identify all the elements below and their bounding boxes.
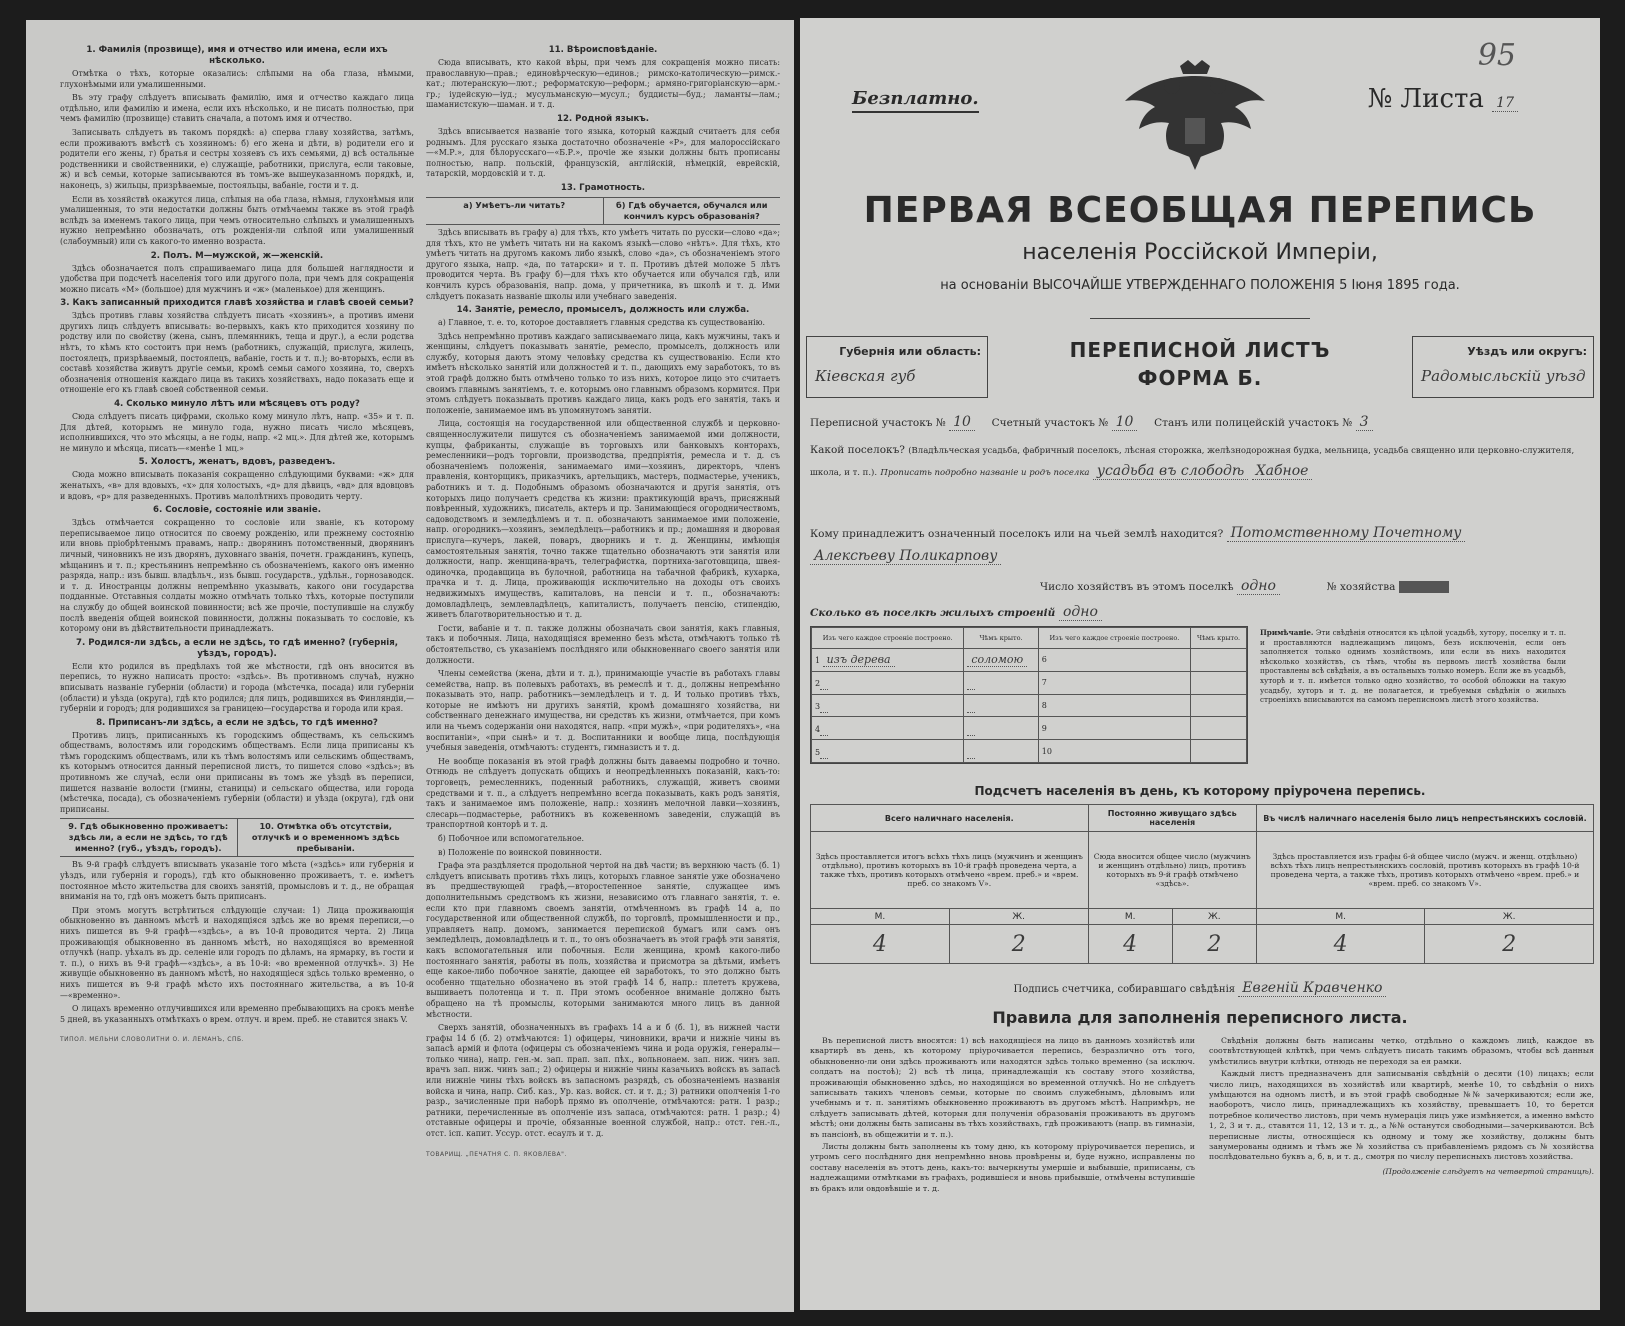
settlement-hint: (Владѣльческая усадьба, фабричный поселокъ, лѣсная сторожка, желѣзнодорожная будка, мельница, усадьба священно или церковно-служителя, школа, и т. п.). — [810, 446, 1575, 478]
count-male-label: М. — [1256, 909, 1425, 925]
instruction-paragraph: Лица, состоящія на государственной или общественной службѣ и церковно-священнослужители пишутся съ обозначеніемъ занимаемой ими должности, купцы, фабриканты, служащіе въ торговыхъ или банковыхъ конторахъ, ремесленники—родъ торговли, производства, предпріятія, ремесла и т. д. съ обозначеніемъ положенія, занимаемаго ими—хозяинъ, директоръ, членъ правленія, конторщикъ, приказчикъ, артельщикъ, мастеръ, подмастерье, ученикъ, работникъ и т. д. Подобнымъ образомъ обозначаются и другія занятія, отъ которыхъ лицо получаетъ средства къ жизни: практикующій врачъ, присяжный повѣренный, художникъ, писатель, актеръ и пр. Занимающіеся огородничествомъ, садоводствомъ и земледѣліемъ и т. п. обозначаютъ занимаемое ими положеніе, напр. огородникъ—хозяинъ, земледѣлецъ—работникъ и пр.; домашняя и дворовая прислуга—кучеръ, лакей, поваръ, дворникъ и т. д. Женщины, имѣющія самостоятельныя занятія, точно также тщательно обозначаютъ эти занятія или должности, напр. женщина-врачъ, телеграфистка, портниха-заготовщица, швея-одиночка, продавщица въ булочной, работница на табачной фабрикѣ, кухарка, прачка и т. д. Лица, проживающія исключительно на доходы отъ своихъ недвижимыхъ имуществъ, капиталовъ, на пенсіи и т. п., обозначаютъ: домовладѣлецъ, землевладѣлецъ, капиталистъ, получаетъ пенсію, стипендію, живетъ благотворительностью и т. д. — [426, 419, 780, 620]
instruction-heading: 4. Сколько минуло лѣтъ или мѣсяцевъ отъ роду? — [114, 399, 360, 410]
table-row — [812, 649, 1247, 672]
households-label: Число хозяйствъ въ этомъ поселкѣ — [1040, 581, 1234, 593]
buildings-table — [810, 626, 1248, 764]
building-material-cell — [812, 649, 964, 672]
sheet-number-value: 17 — [1492, 95, 1518, 112]
instruction-heading: а) Умѣетъ-ли читать? — [463, 199, 566, 210]
instruction-paragraph: Члены семейства (жена, дѣти и т. д.), принимающіе участіе въ работахъ главы семейства, напр. въ полевыхъ работахъ, въ ремеслѣ и т. д., должны непремѣнно показывать это, напр. работникъ—земледѣлецъ и т. д. И только противъ тѣхъ, которые не имѣютъ ни другихъ занятій, кромѣ домашняго хозяйства, ни собственнаго денежнаго имущества, ни средствъ къ жизни, отмѣчается, при комъ или на чьемъ содержаніи они находятся, напр. «при мужѣ», «при родителяхъ», «на воспитаніи», «при сынѣ» и т. д. Воспитанники и вообще лица, послѣдующія учебныя заведенія, отмѣчаютъ: студентъ, гимназистъ и т. д. — [426, 669, 780, 753]
instruction-paragraph: Здѣсь противъ главы хозяйства слѣдуетъ писать «хозяинъ», а противъ имени другихъ лицъ слѣдуетъ вписывать: во-первыхъ, какъ кто приходится хозяину по родству или по свойству (жена, сынъ, племянникъ, теща и друг.), а если родства нѣтъ, то кѣмъ кто состоитъ при немъ (работникъ, служащій, прислуга, жилецъ, постоялецъ, призрѣваемый, постоялецъ, вабаніе, гость и т. п.); во-вторыхъ, если въ составѣ хозяйства живутъ другіе семьи, кромѣ семьи самого хозяина, то, сверхъ обозначенія отношенія каждаго лица въ такихъ хозяйствахъ, надо показать еще и отношеніе его къ главѣ своей собственной семьи. — [60, 311, 414, 395]
owner-value-2: Алексѣеву Поликарпову — [810, 548, 1001, 565]
census-title: ПЕРВАЯ ВСЕОБЩАЯ ПЕРЕПИСЬ — [863, 190, 1537, 231]
table-row — [812, 671, 1247, 694]
buildings-head-roof-2: Чѣмъ крыто. — [1191, 628, 1247, 649]
dwellings-value: одно — [1059, 604, 1102, 621]
instruction-heading: 6. Сословіе, состояніе или званіе. — [153, 505, 321, 516]
rules-paragraph: Въ переписной листъ вносятся: 1) всѣ находящіеся на лицо въ данномъ хозяйствѣ или квартирѣ въ день, къ которому пріурочивается перепись, безразлично отъ того, обыкновенно-ли они здѣсь проживаютъ или находятся здѣсь только временно (за исключ. солдатъ на постоѣ); 2) всѣ тѣ лица, принадлежащія къ составу этого хозяйства, проживающія обыкновенно здѣсь, но находящіяся во временной отлучкѣ. Но не слѣдуетъ записывать такихъ членовъ семьи, которые по своимъ служебнымъ, дѣловымъ или учебнымъ и т. п. занятіямъ обыкновенно проживаютъ въ другомъ мѣстѣ. Напримѣръ, не слѣдуетъ записывать дѣтей, которыя для полученія образованія проживаютъ въ другомъ мѣстѣ; они должны быть записаны въ тѣхъ хозяйствахъ, гдѣ проживаютъ (напр. въ гимназіи, въ пансіонѣ, въ общежитіи и т. п.). — [810, 1036, 1195, 1139]
gubernia-label: Губернія или область: — [839, 345, 981, 358]
building-number: 4 — [815, 724, 821, 734]
instruction-paragraph: Отмѣтка о тѣхъ, которые оказались: слѣпыми на оба глаза, нѣмыми, глухонѣмыми или умалишенными. — [60, 69, 414, 89]
instruction-heading: 8. Приписанъ-ли здѣсь, а если не здѣсь, то гдѣ именно? — [96, 717, 378, 728]
table-row — [812, 740, 1247, 763]
instruction-paragraph: Не вообще показанія въ этой графѣ должны быть даваемы подробно и точно. Отнюдь не слѣдуетъ допускать общихъ и неопредѣленныхъ показаній, какъ-то: торговецъ, ремесленникъ, поденный работникъ, служащій, живетъ своими средствами и т. п., а слѣдуетъ непремѣнно всегда показывать, какъ родъ занятія, такъ и занимаемое имъ положеніе, напр.: хозяинъ мелочной лавки—хозяинъ, слесарь—подмастерье, работникъ въ кожевенномъ заведеніи, служащій въ транспортной конторѣ и т. д. — [426, 756, 780, 830]
building-roof-cell — [964, 717, 1038, 740]
building-material-value — [820, 699, 828, 713]
instruction-paragraph: При этомъ могутъ встрѣтиться слѣдующіе случаи: 1) Лица проживающія обыкновенно въ данномъ мѣстѣ и находящіяся здѣсь же во время переписи,—о нихъ пишется въ 9-й графѣ—«здѣсь», а въ 10-й проводится черта. 2) Лица проживающія обыкновенно въ данномъ мѣстѣ, но находящіяся во временной отлучкѣ (напр. уѣхалъ въ др. селеніе или городъ по дѣламъ, на ярмарку, въ гости и т. п.), о нихъ въ 9-й графѣ—«здѣсь», а въ 10-й: «во временной отлучкѣ». 3) Не живущіе обыкновенно въ данномъ мѣстѣ, но находящіеся здѣсь только временно, о нихъ пишется въ 9-й графѣ мѣсто ихъ постояннаго жительства, а въ 10-й—«временно». — [60, 905, 414, 1000]
uezd-label: Уѣздъ или округъ: — [1467, 345, 1587, 358]
instruction-paragraph: Здѣсь вписывать въ графу а) для тѣхъ, кто умѣетъ читать по русски—слово «да»; для тѣхъ, кто не умѣетъ читать ни на какомъ языкѣ—слово «нѣтъ». Для тѣхъ, кто умѣетъ читать на другомъ какомъ либо языкѣ, слово «да», съ обозначеніемъ этого другого языка, напр. «да, по татарски» и т. п. Противъ дѣтей моложе 5 лѣтъ проводится черта. Въ графу б)—для тѣхъ кто обучается или обучался гдѣ, или кончилъ курсъ образованія, напр. дома, у причетника, въ школѣ и т. д. Ими слѣдуетъ показать названіе школы или учебнаго заведенія. — [426, 227, 780, 301]
building-material-cell — [812, 717, 964, 740]
instruction-paragraph: Сюда вписывать, кто какой вѣры, при чемъ для сокращенія можно писать: православную—прав.; единовѣрческую—единов.; римско-католическую—римск.-кат.; лютеранскую—лют.; реформатскую—реформ.; армяно-григоріанскую—арм.-гр.; іудейскую—іуд.; мусульманскую—мусул.; буддисты—буд.; ламанты—лам.; шаманистскую—шаман. и т. д. — [426, 58, 780, 110]
instruction-paragraph: Графа эта раздѣляется продольной чертой на двѣ части; въ верхнюю часть (б. 1) слѣдуетъ вписывать противъ тѣхъ лицъ, которыхъ главное занятіе уже обозначено въ предшествующей графѣ,—второстепенное занятіе, служащее имъ дополнительнымъ средствомъ къ жизни, независимо отъ главнаго занятія, т. е. если кто при главномъ своемъ занятіи, отмѣченномъ въ графѣ 14 а, по государственной или общественной службѣ, по торговлѣ, промышленности и пр., управляетъ напр. домомъ, занимается перепиской бумагъ или самъ онъ земледѣлецъ, домовладѣлецъ и т. п., то онъ обозначаетъ въ этой графѣ эти занятія, какъ вспомогательныя или побочныя. Если женщина, кромѣ какого-либо постояннаго занятія, работы въ поль, хозяйства и присмотра за дѣтьми, имѣетъ еще какое-либо побочное занятіе, дающее ей заработокъ, то это должно быть особенно тщательно обозначено въ этой графѣ 14 б, напр.: плететъ кружева, вышиваетъ полотенца и т. п. При этомъ особенное вниманіе должно быть обращено на тѣ промыслы, которыми занимаются много лицъ въ данной мѣстности. — [426, 861, 780, 1019]
households-value: одно — [1237, 578, 1280, 595]
count-male-label: М. — [1088, 909, 1172, 925]
building-roof-cell — [964, 694, 1038, 717]
instruction-heading: 12. Родной языкъ. — [556, 113, 650, 124]
instruction-paragraph: Противъ лицъ, приписанныхъ къ городскимъ обществамъ, къ сельскимъ обществамъ, волостямъ или городскимъ обществамъ. Если лица приписаны къ тѣмъ городскимъ обществамъ, или къ тѣмъ волостямъ или сельскимъ обществамъ, къ которымъ относится данный переписной листъ, то пишется слово «здѣсь»; въ противномъ же случаѣ, если они приписаны въ томъ же уѣздѣ въ переписи, пишется названіе волости (гмины, станицы) и сельскаго общества, или города (мѣстечка, посада), съ обозначеніемъ губерніи (области) и уѣзда (округа), гдѣ они приписаны. — [60, 730, 414, 814]
census-form-page — [800, 18, 1600, 1310]
buildings-head-material: Изъ чего каждое строеніе построено. — [812, 628, 964, 649]
building-roof-cell — [1191, 671, 1247, 694]
building-roof-cell — [1191, 694, 1247, 717]
table-row — [812, 694, 1247, 717]
instruction-heading: 13. Грамотность. — [560, 182, 646, 193]
counting-district-value: 10 — [1112, 414, 1138, 431]
instruction-heading: 11. Вѣроисповѣданіе. — [548, 45, 658, 55]
instruction-paragraph: а) Главное, т. е. то, которое доставляетъ главныя средства къ существованію. — [438, 318, 766, 328]
sheet-number — [1368, 84, 1518, 114]
signature-value: Евгеній Кравченко — [1238, 980, 1386, 997]
building-number-cell: 10 — [1038, 740, 1190, 763]
instructions-column-2 — [426, 42, 780, 1302]
stan-value: 3 — [1356, 414, 1373, 431]
title-divider — [1090, 318, 1310, 319]
count-female-label: Ж. — [949, 909, 1088, 925]
settlement-line — [810, 440, 1580, 483]
buildings-note — [1260, 628, 1566, 705]
instruction-heading: 5. Холостъ, женатъ, вдовъ, разведенъ. — [138, 457, 336, 468]
household-no-label: № хозяйства — [1326, 581, 1396, 593]
instruction-paragraph: Если въ хозяйствѣ окажутся лица, слѣпыя на оба глаза, нѣмыя, глухонѣмыя или умалишенныя, то эти недостатки должны быть отмѣчаемы также въ этой графѣ вслѣдъ за именемъ такого лица, при чемъ относительно слѣпыхъ и умалишенныхъ нужно непремѣнно обозначать, отъ рожденія-ли слѣпой или умалишенный (слабоумный) или съ какого-то именно возраста. — [60, 194, 414, 246]
settlement-label: Какой поселокъ? — [810, 444, 905, 456]
rules-sequel-note: (Продолженіе слѣдуетъ на четвертой страницѣ). — [1382, 1166, 1594, 1176]
count-non-peasant-male: 4 — [1256, 925, 1425, 964]
count-header-non-peasant: Въ числѣ наличнаго населенія было лицъ непрестьянскихъ сословій. — [1256, 805, 1593, 832]
building-roof-cell — [964, 649, 1038, 672]
district-line — [810, 414, 1594, 430]
counting-district-label: Счетный участокъ № — [991, 417, 1109, 429]
settlement-value-1: усадьба въ слободѣ — [1093, 463, 1248, 480]
uezd-value: Радомысльскій уѣзд — [1421, 367, 1586, 385]
count-permanent-male: 4 — [1088, 925, 1172, 964]
building-material-value: изъ дерева — [823, 653, 895, 667]
sheet-number-label: № Листа — [1367, 84, 1484, 114]
enumerator-signature — [800, 980, 1600, 996]
households-line — [1040, 578, 1594, 594]
building-material-value — [820, 722, 828, 736]
building-number: 5 — [815, 747, 821, 757]
free-label: Безплатно. — [852, 88, 979, 113]
population-count-title: Подсчетъ населенія въ день, къ которому пріурочена перепись. — [974, 784, 1426, 798]
instruction-heading: б) Гдѣ обучается, обучался или кончилъ курсъ образованія? — [603, 198, 781, 224]
building-material-cell — [812, 740, 964, 763]
building-roof-cell — [1191, 649, 1247, 672]
dwellings-line — [810, 604, 1594, 620]
building-roof-value — [967, 676, 975, 690]
building-material-value — [820, 676, 828, 690]
population-count-table — [810, 804, 1594, 964]
building-roof-cell — [1191, 740, 1247, 763]
rules-text — [810, 1036, 1594, 1196]
building-number-cell: 7 — [1038, 671, 1190, 694]
instruction-paragraph: Здѣсь непремѣнно противъ каждаго записываемаго лица, какъ мужчины, такъ и женщины, слѣдуетъ показывать занятіе, ремесло, промыселъ, должность или службу, которыя даютъ этому человѣку средства къ существованію. Если кто имѣетъ нѣсколько занятій или должностей и т. п., дающихъ ему заработокъ, то въ этой графѣ должно быть отмѣчено только то изъ нихъ, которое лицо это считаетъ своимъ главнымъ занятіемъ, т. е. которымъ оно главнымъ образомъ кормится. При этомъ слѣдуетъ показывать противъ каждаго лица, какъ родъ его занятія, такъ и положеніе, занимаемое имъ въ упомянутомъ занятіи. — [426, 331, 780, 415]
count-permanent-female: 2 — [1172, 925, 1256, 964]
building-number-cell: 8 — [1038, 694, 1190, 717]
rules-paragraph: Каждый листъ предназначенъ для записыванія свѣдѣній о десяти (10) лицахъ; если число лицъ, находящихся въ хозяйствѣ или квартирѣ, менѣе 10, то свѣдѣнія о нихъ умѣщаются на одномъ листѣ, и въ этой графѣ свободные №№ зачеркиваются; если же, наоборотъ, число лицъ, принадлежащихъ къ хозяйству, превышаетъ 10, то берется потребное количество листовъ, при чемъ нумерація лицъ уже измѣняется, а именно вмѣсто 1, 2, 3 и т. д., ставятся 11, 12, 13 и т. д., а №№ останутся свободными—зачеркиваются. Всѣ переписные листы, относящіеся къ одному и тому же хозяйству, должны быть занумерованы однимъ и тѣмъ же № хозяйства съ прибавленіемъ рядомъ съ № хозяйства послѣдовательно буквъ а, б, в, и т. д., смотря по числу переписныхъ листовъ хозяйства. — [1209, 1069, 1594, 1162]
note-text: Эти свѣдѣнія относятся къ цѣлой усадьбѣ, хутору, поселку и т. п. и проставляются надлежащимъ лицомъ, безъ исключенія, если онъ заполняется только однимъ хозяйствомъ, или если въ нихъ находится нѣсколько хозяйствъ, съ тѣмъ, чтобы въ первомъ листѣ хозяйства были проставлены всѣ свѣдѣнія, а въ остальныхъ только номеръ. Если же въ усадьбѣ, хуторѣ и т. п. имѣется только одно хозяйство, то особой обложки на такую усадьбу, хуторъ и т. д. не полагается, и требуемыя свѣдѣнія о жилыхъ строеніяхъ вписываются на самомъ переписномъ листѣ этого хозяйства. — [1260, 628, 1566, 705]
rules-column-left — [810, 1036, 1195, 1196]
building-roof-value — [967, 745, 975, 759]
instruction-paragraph: в) Положеніе по воинской повинности. — [438, 847, 602, 857]
table-row — [812, 717, 1247, 740]
stan-label: Станъ или полицейскій участокъ № — [1154, 417, 1353, 429]
building-number: 2 — [815, 679, 821, 689]
pencil-page-number: 95 — [1477, 38, 1516, 73]
count-present-female: 2 — [949, 925, 1088, 964]
instructions-column-1 — [60, 42, 414, 1302]
count-header-permanent: Постоянно живущаго здѣсь населенія — [1088, 805, 1256, 832]
instruction-split-heading — [426, 197, 780, 225]
count-header-present: Всего наличнаго населенія. — [811, 805, 1089, 832]
census-basis: на основаніи ВЫСОЧАЙШЕ УТВЕРЖДЕННАГО ПОЛОЖЕНІЯ 5 Іюня 1895 года. — [940, 278, 1460, 293]
instruction-paragraph: Сверхъ занятій, обозначенныхъ въ графахъ 14 а и б (б. 1), въ нижней части графы 14 б (б. 2) отмѣчаются: 1) офицеры, чиновники, врачи и нижніе чины въ запасѣ армій и флота (офицеры съ обозначеніемъ чина и рода оружія, генералы—только чина), напр. ген.-м. зап. прап. зап. пѣх., вольнонаем. зап. ниж. чинъ зап. врачъ зап. ниж. чинъ зап.; 2) офицеры и нижніе чины казачьихъ войскъ въ запасѣ или нижніе чины тѣхъ войскъ въ запасномъ разрядѣ, съ обозначеніемъ названія войска и чина, напр. Сиб. каз., Ур. каз. войск. ст. и т. д.; 3) ратники ополченія 1-го разр., зачисленные при наборѣ прямо въ ополченіе, отмѣчаются: ратн. 1 разр.; ратники, перечисленные въ ополченіе изъ запаса, отмѣчаются: ратн. 1 разр.; 4) отставные офицеры и прочіе, обязанные военной службой, напр.: отст. ген.-л., отст. ісп. капит. Уссур. отст. есаулъ и т. д. — [426, 1023, 780, 1139]
rules-paragraph: Свѣдѣнія должны быть написаны четко, отдѣльно о каждомъ лицѣ, каждое въ соотвѣтствующей клѣткѣ, при чемъ слѣдуетъ писать такимъ образомъ, чтобы всѣ данныя умѣстились внутри клѣтки, отнюдь не переходя за ея рамки. — [1209, 1036, 1594, 1066]
count-non-peasant-female: 2 — [1425, 925, 1594, 964]
building-roof-cell — [1191, 717, 1247, 740]
instruction-paragraph: Записывать слѣдуетъ въ такомъ порядкѣ: а) сперва главу хозяйства, затѣмъ, если проживаютъ вмѣстѣ съ хозяиномъ: б) его жена и дѣти, в) родители его и родители его жены, г) братья и сестры хозяевъ съ ихъ семьями, д) всѣ остальные родственники и свойственники, е) служащіе, работники, прислуга, если таковые, ж) и всѣ семьи, которые записываются въ томъ-же вышеуказанномъ порядкѣ, и, наконецъ, з) жильцы, призрѣваемые, постояльцы, вабаніе, гости и т. д. — [60, 127, 414, 190]
form-name-line-1: ПЕРЕПИСНОЙ ЛИСТЪ — [1069, 338, 1331, 362]
instructions-page — [26, 20, 794, 1312]
count-female-label: Ж. — [1425, 909, 1594, 925]
building-roof-cell — [964, 740, 1038, 763]
buildings-head-roof: Чѣмъ крыто. — [964, 628, 1038, 649]
building-roof-cell — [964, 671, 1038, 694]
instruction-heading: 10. Отмѣтка объ отсутствіи, отлучкѣ и о временномъ здѣсь пребываніи. — [237, 819, 415, 856]
household-no-redacted — [1399, 581, 1449, 593]
count-desc-permanent: Сюда вносится общее число (мужчинъ и женщинъ отдѣльно) лицъ, противъ которыхъ въ 9-й графѣ отмѣчено «здѣсь». — [1088, 832, 1256, 909]
instruction-heading: 1. Фамилія (прозвище), имя и отчество или имена, если ихъ нѣсколько. — [86, 45, 388, 66]
double-headed-eagle-emblem-icon — [1120, 56, 1270, 176]
census-district-value: 10 — [949, 414, 975, 431]
building-number: 1 — [815, 656, 821, 666]
building-number: 3 — [815, 701, 821, 711]
census-subtitle: населенія Россійской Имперіи, — [1022, 240, 1378, 265]
count-desc-non-peasant: Здѣсь проставляется изъ графы 6-й общее число (мужч. и женщ. отдѣльно) всѣхъ тѣхъ лицъ непрестьянскихъ сословій, противъ которыхъ въ графѣ 10-й проведена черта, а также тѣхъ, противъ которыхъ отмѣчено «врем. преб.» и «врем. преб. со знакомъ V». — [1256, 832, 1593, 909]
buildings-head-material-2: Изъ чего каждое строеніе построено. — [1038, 628, 1190, 649]
building-roof-value — [967, 722, 975, 736]
instruction-heading: 7. Родился-ли здѣсь, а если не здѣсь, то гдѣ именно? (губернія, уѣздъ, городъ). — [76, 637, 398, 659]
instruction-split-heading — [60, 818, 414, 857]
instruction-paragraph: Сюда слѣдуетъ писать цифрами, сколько кому минуло лѣтъ, напр. «35» и т. п. Для дѣтей, которымъ не минуло года, нужно писать число мѣсяцевъ, исполнившихся, что это мѣсяцы, а не годы, напр. «2 мц.». Для дѣтей же, которымъ не минуло и мѣсяца, писать—«менѣе 1 мц.» — [60, 412, 414, 453]
rules-title: Правила для заполненія переписного листа. — [992, 1008, 1408, 1027]
count-desc-present: Здѣсь проставляется итогъ всѣхъ тѣхъ лицъ (мужчинъ и женщинъ отдѣльно), противъ которыхъ въ 10-й графѣ проведена черта, а также тѣхъ, противъ которыхъ отмѣчено «врем. преб.» и «врем. преб. со знакомъ V». — [811, 832, 1089, 909]
instruction-paragraph: Сюда можно вписывать показанія сокращенно слѣдующими буквами: «ж» для женатыхъ, «в» для вдовыхъ, «х» для холостыхъ, «д» для дѣвицъ, «вд» для вдовцовъ и вдовъ, «р» для разведенныхъ. Противъ малолѣтнихъ проводить черту. — [60, 470, 414, 501]
instruction-heading: 2. Полъ. М—мужской, ж—женскій. — [150, 250, 324, 261]
instruction-paragraph: Здѣсь обозначается полъ спрашиваемаго лица для большей наглядности и удобства при подсчетѣ населенія того или другого пола, при чемъ для сокращенія можно писать «М» (большое) для мужчинъ и «ж» (маленькое) для женщинъ. — [60, 263, 414, 294]
form-header-band — [800, 336, 1600, 398]
building-material-value — [820, 745, 828, 759]
census-district-label: Переписной участокъ № — [810, 417, 946, 429]
instruction-paragraph: Гости, вабаніе и т. п. также должны обозначать свои занятія, какъ главныя, такъ и побочныя. Лица, находящіяся временно безъ мѣста, отмѣчаютъ только тѣ обстоятельство, съ указаніемъ послѣдняго или обыкновеннаго своего занятія или должности. — [426, 623, 780, 665]
building-roof-value — [967, 699, 975, 713]
instruction-paragraph: Если кто родился въ предѣлахъ той же мѣстности, гдѣ онъ вносится въ перепись, то нужно написать просто: «здѣсь». Въ противномъ случаѣ, нужно вписывать названіе губерніи (области) и города (мѣстечка, посада) или губерніи (области) и уѣзда (округа), гдѣ кто родился; для лицъ, родившихся въ Финляндіи,—губерніи и городъ; для родившихся за границею—государства и города или края. — [60, 661, 414, 714]
owner-line — [810, 522, 1580, 568]
building-roof-value: соломою — [967, 653, 1027, 667]
owner-value-1: Потомственному Почетному — [1227, 525, 1466, 542]
instruction-paragraph: Въ эту графу слѣдуетъ вписывать фамилію, имя и отчество каждаго лица отдѣльно, или фамилію и имена, если ихъ нѣсколько, и не писать полностью, при чемъ фамилію (прозвище) ставить сначала, а потомъ имя и отчество. — [60, 93, 414, 124]
uezd-box — [1412, 336, 1594, 398]
instruction-paragraph: Здѣсь вписывается названіе того языка, который каждый считаетъ для себя роднымъ. Для русскаго языка достаточно обозначеніе «Р», для малороссійскаго—«М.Р.», для бѣлорусскаго—«Б.Р.», прочіе же языки должны быть прописаны полностью, напр. польскій, французскій, англійскій, нѣмецкій, еврейскій, татарскій, мордовскій и т. д. — [426, 126, 780, 179]
count-female-label: Ж. — [1172, 909, 1256, 925]
settlement-instruction: Прописать подробно названіе и родъ поселка — [880, 468, 1090, 478]
instruction-paragraph: б) Побочное или вспомогательное. — [438, 834, 585, 843]
building-material-cell — [812, 694, 964, 717]
count-present-male: 4 — [811, 925, 950, 964]
form-name-line-2: ФОРМА Б. — [1137, 366, 1263, 390]
form-name — [990, 336, 1410, 392]
gubernia-value: Кіевская губ — [815, 367, 916, 385]
note-title: Примѣчаніе. — [1260, 628, 1314, 637]
owner-label: Кому принадлежитъ означенный поселокъ или на чьей землѣ находится? — [810, 528, 1224, 540]
building-number-cell: 6 — [1038, 649, 1190, 672]
printer-imprint: ТИПОЛ. МЕЛЬНИ СЛОВОЛИТНИ О. И. ЛЕМАНЪ, СПБ. — [60, 1036, 245, 1044]
instruction-paragraph: Здѣсь отмѣчается сокращенно то сословіе или званіе, къ которому переписываемое лицо относится по своему рожденію, или прежнему состоянію или вновь пріобрѣтенымъ правамъ, напр.: дворянинъ потомственный, дворянинъ личный, чиновникъ не изъ дворянъ, духовнаго званія, почетн. гражданинъ, купецъ, мѣщанинъ и т. п.; крестьянинъ непремѣнно съ обозначеніемъ, какого онъ именно разряда, напр.: изъ бывш. владѣльч., изъ бывш. государств., удѣльн., горнозаводск. и т. д. Иностранцы должны непремѣнно указывать, какого они государства подданные. Отставныя солдаты можно отмѣчать только тѣхъ, которые поступили на службу до общей воинской повинности; всѣ же прочіе, поступившіе на службу послѣ введенія общей воинской повинности, должны показывать то сословіе, къ которому они въ дѣйствительности принадлежатъ. — [60, 518, 414, 634]
instruction-paragraph: Въ 9-й графѣ слѣдуетъ вписывать указаніе того мѣста («здѣсь» или губернія и уѣздъ, или губернія и городъ), гдѣ кто обыкновенно проживаетъ, т. е. имѣетъ постоянное мѣсто жительства для своихъ занятій, промысловъ и т. д., не обращая вниманія на то, гдѣ онъ можетъ быть приписанъ. — [60, 860, 414, 902]
building-number-cell: 9 — [1038, 717, 1190, 740]
rules-column-right — [1209, 1036, 1594, 1196]
gubernia-box — [806, 336, 988, 398]
instruction-heading: 3. Какъ записанный приходится главѣ хозяйства и главѣ своей семьи? — [60, 298, 414, 309]
instruction-heading: 9. Гдѣ обыкновенно проживаетъ: здѣсь ли, а если не здѣсь, то гдѣ именно? (губ., уѣздъ, городъ). — [68, 821, 229, 854]
building-material-cell — [812, 671, 964, 694]
settlement-value-2: Хабное — [1252, 463, 1313, 480]
instruction-heading: 14. Занятіе, ремесло, промыселъ, должность или служба. — [456, 305, 750, 316]
count-male-label: М. — [811, 909, 950, 925]
rules-paragraph: Листы должны быть заполнены къ тому дню, къ которому пріурочивается перепись, и утромъ сего послѣдняго дня непремѣнно вновь провѣрены и, буде нужно, исправлены по составу населенія въ этотъ день, какъ-то: вычеркнуты умершіе и выбывшіе, приписаны, съ надлежащими отмѣтками въ графахъ, родившіеся и вновь прибывшіе, отмѣчены вступившіе въ бракъ или овдовѣвшіе и т. д. — [810, 1142, 1195, 1193]
dwellings-label: Сколько въ поселкѣ жилыхъ строеній — [810, 607, 1056, 619]
instruction-paragraph: О лицахъ временно отлучившихся или временно пребывающихъ на срокъ менѣе 5 дней, въ указанныхъ отмѣткахъ о врем. отлуч. и врем. преб. не ставится знакъ V. — [60, 1004, 414, 1024]
signature-label: Подпись счетчика, собиравшаго свѣдѣнія — [1013, 984, 1236, 995]
printer-imprint: ТОВАРИЩ. „ПЕЧАТНЯ С. П. ЯКОВЛЕВА". — [426, 1150, 567, 1158]
